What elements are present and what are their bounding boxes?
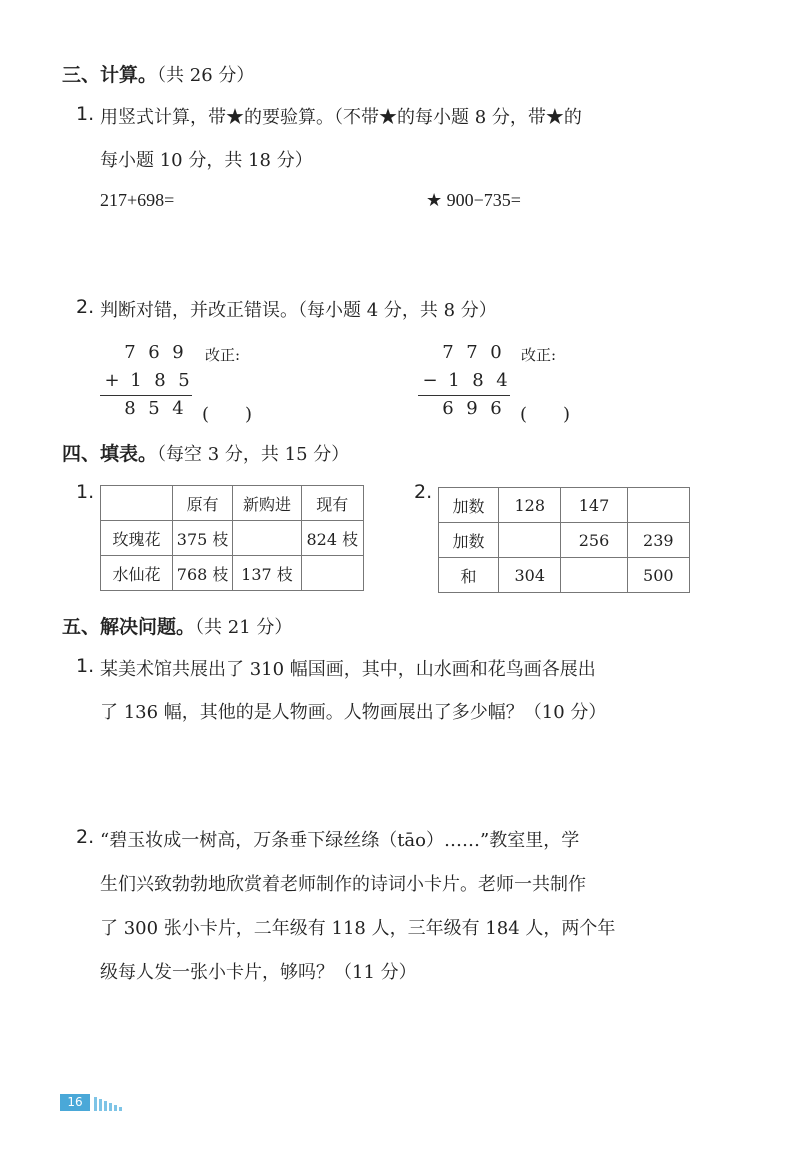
calc-b-result: 6 9 6 xyxy=(442,398,502,419)
calc-b-top: 7 7 0 xyxy=(442,342,502,363)
calc-a-bottom: + 1 8 5 xyxy=(104,370,190,391)
problem-a: 217+698= xyxy=(100,190,175,210)
q5-1-line1: 某美术馆共展出了 310 幅国画，其中，山水画和花鸟画各展出 xyxy=(100,659,596,680)
calc-a-correct-label: 改正: xyxy=(205,346,241,364)
table-row: 原有 新购进 现有 xyxy=(101,486,364,521)
q5-2-line1: “碧玉妆成一树高，万条垂下绿丝绦（tāo）……”教室里，学 xyxy=(100,830,580,851)
table1 xyxy=(100,485,364,591)
calc-a-result: 8 5 4 xyxy=(124,398,184,419)
q3-1-number: 1. xyxy=(76,103,95,125)
calc-a-top: 7 6 9 xyxy=(124,342,184,363)
calc-a-judge: ( ) xyxy=(202,404,253,425)
page-decoration-bars xyxy=(94,1094,124,1111)
q5-2-line4: 级每人发一张小卡片，够吗？（11 分） xyxy=(100,962,417,983)
section3-score: （共 26 分） xyxy=(157,65,255,86)
q3-1-line2: 每小题 10 分，共 18 分） xyxy=(100,150,313,171)
section4-score: （每空 3 分，共 15 分） xyxy=(157,444,350,465)
calc-b-line xyxy=(418,395,510,396)
table-row: 加数 128 147 xyxy=(439,488,690,523)
calc-b-bottom: − 1 8 4 xyxy=(422,370,508,391)
q5-2-number: 2. xyxy=(76,826,95,848)
q5-2-line2: 生们兴致勃勃地欣赏着老师制作的诗词小卡片。老师一共制作 xyxy=(100,874,586,895)
table2-number: 2. xyxy=(414,481,433,503)
section5-title: 五、解决问题。 xyxy=(62,616,196,638)
table2 xyxy=(438,487,690,593)
q3-1-line1: 用竖式计算，带★的要验算。（不带★的每小题 8 分，带★的 xyxy=(100,107,582,128)
calc-b-judge: ( ) xyxy=(520,404,571,425)
section5-score: （共 21 分） xyxy=(195,617,293,638)
calc-b-correct-label: 改正: xyxy=(521,346,557,364)
q5-1-line2: 了 136 幅，其他的是人物画。人物画展出了多少幅？（10 分） xyxy=(100,702,607,723)
calc-a-line xyxy=(100,395,192,396)
page-number: 16 xyxy=(60,1094,90,1111)
table1-number: 1. xyxy=(76,481,95,503)
section3-title: 三、计算。 xyxy=(62,64,158,86)
problem-b: ★ 900−735= xyxy=(426,190,521,210)
table-row: 玫瑰花 375 枝 824 枝 xyxy=(101,521,364,556)
section5-heading xyxy=(62,612,292,639)
table-row: 和 304 500 xyxy=(439,558,690,593)
table-row: 加数 256 239 xyxy=(439,523,690,558)
q3-2-number: 2. xyxy=(76,296,95,318)
q5-1-number: 1. xyxy=(76,655,95,677)
section4-heading xyxy=(62,439,349,466)
section4-title: 四、填表。 xyxy=(62,443,158,465)
q5-2-line3: 了 300 张小卡片，二年级有 118 人，三年级有 184 人，两个年 xyxy=(100,918,616,939)
table-row: 水仙花 768 枝 137 枝 xyxy=(101,556,364,591)
section3-heading xyxy=(62,60,254,87)
q3-2-text: 判断对错，并改正错误。（每小题 4 分，共 8 分） xyxy=(100,300,497,321)
